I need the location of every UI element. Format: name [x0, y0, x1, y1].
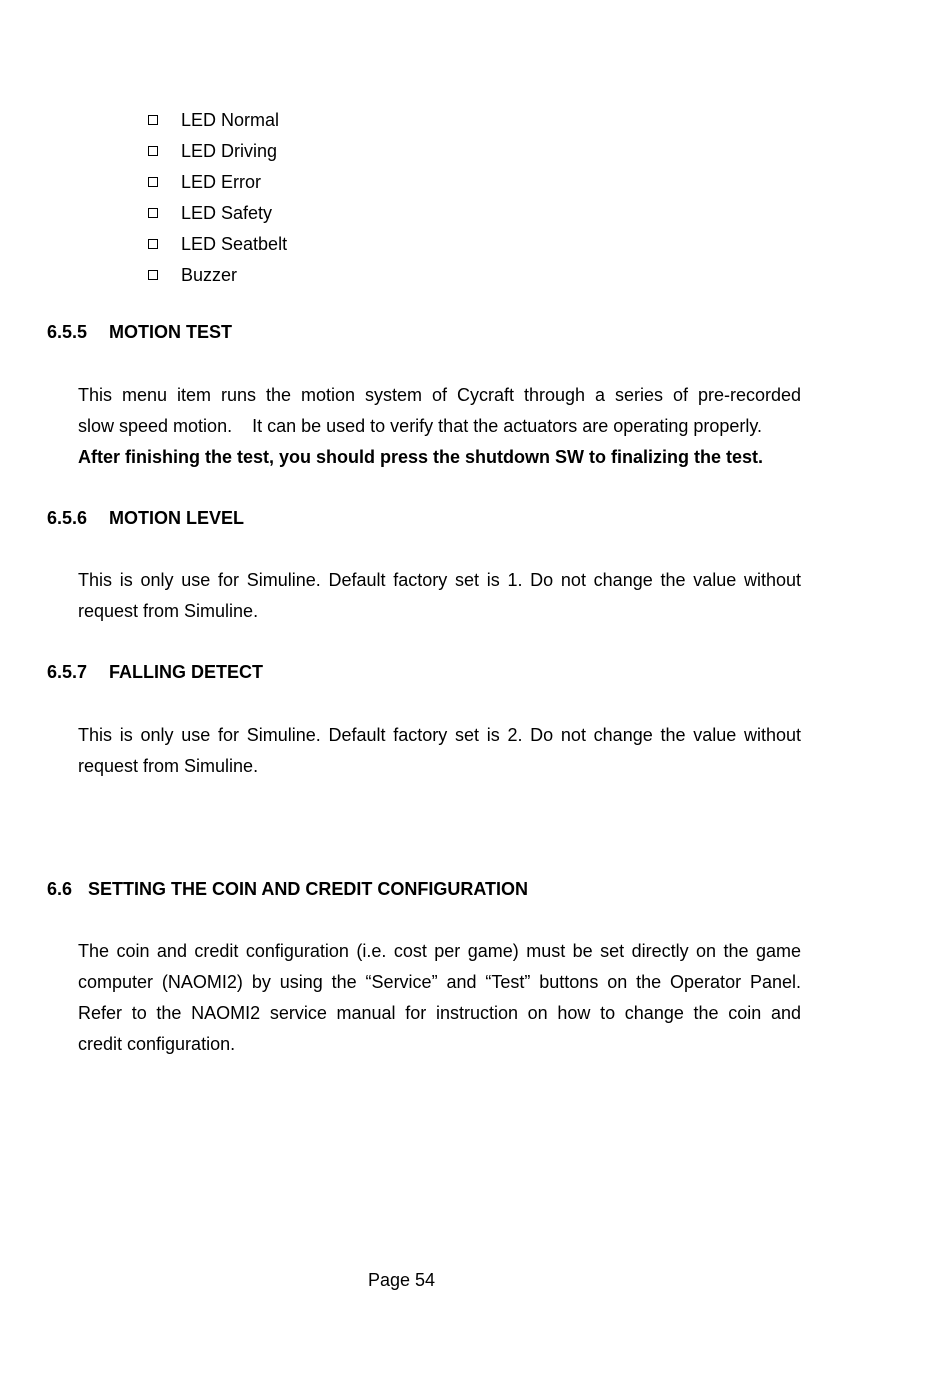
checkbox-bullet-icon — [148, 239, 158, 249]
section-title: FALLING DETECT — [109, 662, 263, 682]
checkbox-bullet-icon — [148, 115, 158, 125]
section-number: 6.6 — [47, 879, 73, 899]
paragraph-line: slow speed motion. It can be used to verify that the actuators are operating properly. — [78, 416, 763, 436]
section-number: 6.5.7 — [47, 662, 88, 682]
paragraph-line: This is only use for Simuline. Default factory set is 2. Do not change the value without — [78, 725, 801, 745]
paragraph-motion-level — [78, 565, 801, 627]
list-item — [148, 259, 287, 290]
section-title: SETTING THE COIN AND CREDIT CONFIGURATION — [88, 879, 528, 899]
section-heading-motion-test — [47, 322, 232, 343]
section-title: MOTION LEVEL — [109, 508, 244, 528]
paragraph-bold-line: After finishing the test, you should press the shutdown SW to finalizing the test. — [78, 447, 764, 467]
paragraph-line: credit configuration. — [78, 1034, 236, 1054]
paragraph-line: Refer to the NAOMI2 service manual for instruction on how to change the coin and — [78, 1003, 801, 1023]
list-item-label: LED Error — [181, 171, 262, 192]
paragraph-falling-detect — [78, 720, 801, 782]
paragraph-line: The coin and credit configuration (i.e. cost per game) must be set directly on the game — [78, 941, 801, 961]
checkbox-bullet-icon — [148, 146, 158, 156]
section-heading-coin-credit — [47, 879, 528, 900]
paragraph-line: computer (NAOMI2) by using the “Service” and “Test” buttons on the Operator Panel. — [78, 972, 801, 992]
section-number: 6.5.6 — [47, 508, 88, 528]
checkbox-bullet-icon — [148, 177, 158, 187]
list-item-label: LED Safety — [181, 202, 273, 223]
paragraph-coin-credit — [78, 936, 801, 1060]
section-title: MOTION TEST — [109, 322, 232, 342]
paragraph-line: This is only use for Simuline. Default factory set is 1. Do not change the value without — [78, 570, 801, 590]
paragraph-motion-test — [78, 380, 801, 473]
list-item — [148, 104, 287, 135]
checkbox-bullet-icon — [148, 270, 158, 280]
paragraph-line: request from Simuline. — [78, 601, 259, 621]
paragraph-line: request from Simuline. — [78, 756, 259, 776]
list-item-label: LED Normal — [181, 109, 280, 130]
list-item — [148, 197, 287, 228]
list-item — [148, 135, 287, 166]
list-item-label: LED Seatbelt — [181, 233, 288, 254]
list-item-label: Buzzer — [181, 264, 238, 285]
page-number: Page 54 — [368, 1270, 436, 1290]
paragraph-line: This menu item runs the motion system of Cycraft through a series of pre-recorded — [78, 385, 801, 405]
list-item — [148, 166, 287, 197]
section-number: 6.5.5 — [47, 322, 88, 342]
checkbox-bullet-icon — [148, 208, 158, 218]
list-item — [148, 228, 287, 259]
list-item-label: LED Driving — [181, 140, 278, 161]
led-bullet-list — [148, 104, 287, 290]
section-heading-falling-detect — [47, 662, 263, 683]
section-heading-motion-level — [47, 508, 244, 529]
